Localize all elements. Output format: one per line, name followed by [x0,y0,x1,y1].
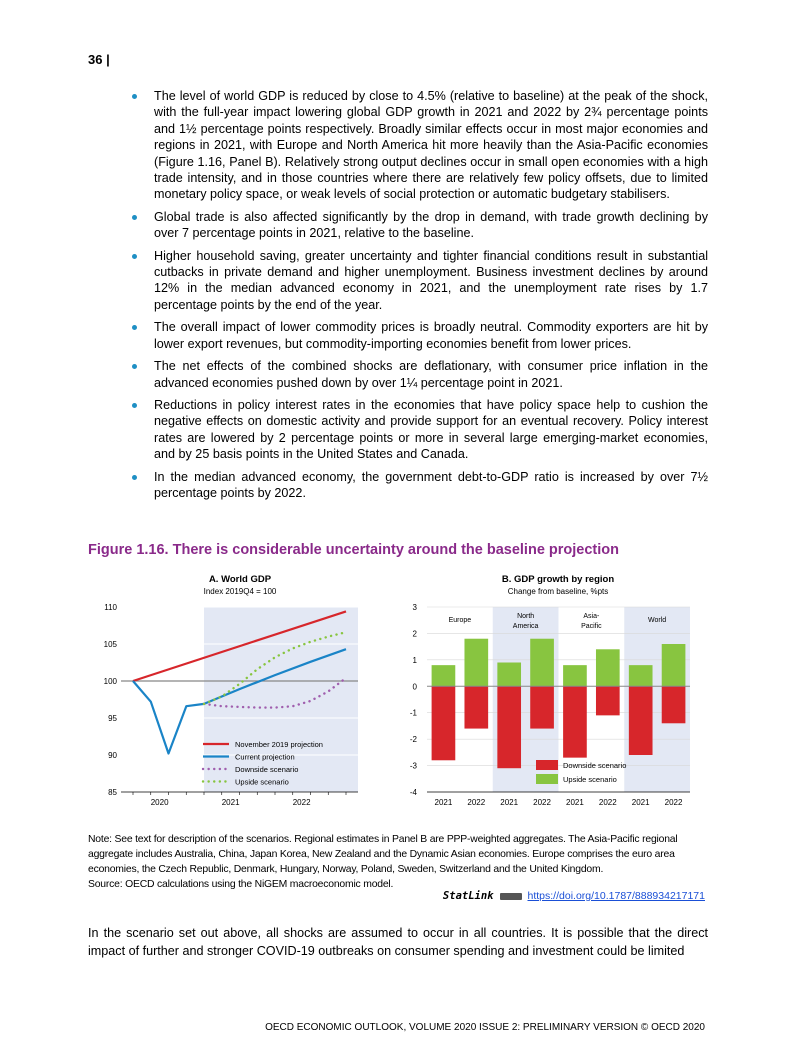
legend-label: November 2019 projection [235,740,323,749]
bullet-item [120,469,708,502]
bullet-item [120,209,708,242]
y-tick-label: -4 [409,788,417,797]
y-tick-label: 90 [108,751,117,760]
panel-b-title: B. GDP growth by region [501,574,615,585]
y-tick-label: 3 [412,603,417,612]
bullet-dot-icon [132,403,137,408]
region-label: Pacific [581,623,602,630]
region-label: World [648,617,667,624]
statlink-url-link[interactable]: https://doi.org/10.1787/888934217171 [527,890,705,902]
x-tick-label: 2022 [598,798,617,807]
y-tick-label: 1 [412,655,417,665]
x-tick-label: 2022 [664,798,683,807]
y-tick-label: 95 [108,714,117,723]
upside-bar [563,665,587,686]
note-text: Note: See text for description of the scenarios. Regional estimates in Panel B are PPP-weighted aggregates. The Asia-Pacific regional aggregate includes Australia, China, Japan Korea, New Zealand and the Dynamic Asian economies. Europe comprises the euro area economies, the Czech Republic, Denmark, Hungary, Norway, Poland, Sweden, Switzerland and the United Kingdom. [88,834,678,875]
page-footer: OECD ECONOMIC OUTLOOK, VOLUME 2020 ISSUE 2: PRELIMINARY VERSION © OECD 2020 [265,1022,705,1033]
x-tick-label: 2022 [292,798,311,807]
bullet-text: The overall impact of lower commodity prices is broadly neutral. Commodity exporters are hit by lower export revenues, but commodity-importing economies benefit from lower prices. [154,320,708,351]
panel-a-subtitle: Index 2019Q4 = 100 [203,587,277,596]
region-label: America [512,623,539,630]
bullet-text: The level of world GDP is reduced by close to 4.5% (relative to baseline) at the peak of the shock, with the full-year impact lowering global GDP growth in 2021 and 2022 by 2¾ percentage points and 1½ percentage points respectively. Broadly similar effects occur in most major economies and regions in 2021, with Europe and North America hit more heavily than the Asia-Pacific economies (Figure 1.16, Panel B). Relatively strong output declines occur in small open economies with a high trade intensity, and in those countries where there are relatively few policy offsets, due to limited monetary policy space, or weak levels of social protection or automatic budgetary stabilisers. [154,89,708,202]
upside-bar [530,639,554,687]
statlink [443,890,705,902]
panel-b-subtitle: Change from baseline, %pts [507,587,609,596]
downside-bar [662,686,686,723]
figure-title: Figure 1.16. There is considerable uncertainty around the baseline projection [88,542,619,558]
x-tick-label: 2021 [500,798,519,807]
upside-bar [432,665,456,686]
bullet-text: Higher household saving, greater uncertainty and tighter financial conditions result in substantial cutbacks in private demand and higher unemployment. Business investment declines by around 12% in the median advanced economy in 2021, and the unemployment rate rises by 1.7 percentage points by the end of the year. [154,248,708,312]
statlink-brand: StatLink [442,890,494,902]
bullet-item [120,397,708,463]
bullet-list [120,88,708,507]
legend-label: Upside scenario [563,775,617,784]
downside-bar [432,686,456,760]
legend-label: Upside scenario [235,777,289,787]
region-label: Europe [448,617,472,624]
y-tick-label: 85 [108,788,117,797]
figure-notes [88,832,708,892]
statlink-logo-icon [500,893,522,900]
upside-bar [497,663,521,687]
downside-bar [629,686,653,755]
page-number: 36 | [88,52,110,67]
bullet-item [120,88,708,203]
x-tick-label: 2022 [467,798,486,807]
bullet-text: In the median advanced economy, the government debt-to-GDP ratio is increased by over 7½ percentage points by 2022. [154,469,708,500]
y-tick-label: 0 [412,682,417,692]
x-tick-label: 2021 [221,798,240,807]
panel-a-title: A. World GDP [208,574,272,585]
region-label: Asia- [583,613,600,620]
legend-label: Current projection [235,752,295,762]
downside-bar [464,686,488,728]
panel-a-world-gdp-chart [88,570,373,810]
upside-bar [629,665,653,686]
bullet-dot-icon [132,475,137,480]
bullet-dot-icon [132,215,137,220]
y-tick-label: -3 [409,761,417,771]
legend-swatch [536,774,558,784]
upside-bar [464,639,488,687]
y-tick-label: 110 [104,603,117,612]
body-paragraph: In the scenario set out above, all shocks are assumed to occur in all countries. It is possible that the direct impact of further and stronger COVID-19 outbreaks on consumer spending and investment could be limited [88,926,708,958]
region-label: North [517,613,535,620]
bullet-text: Reductions in policy interest rates in the economies that have policy space help to cushion the negative effects on domestic activity and provide support for an eventual recovery. Policy interest rates are lowered by 2 percentage points or more in several large emerging-market economies, and by 25 basis points in the United States and Canada. [154,397,708,462]
downside-bar [497,686,521,768]
y-tick-label: -2 [409,735,417,745]
upside-bar [596,649,620,686]
downside-bar [563,686,587,757]
x-tick-label: 2021 [631,798,650,807]
x-tick-label: 2021 [434,798,453,807]
bullet-item [120,248,708,314]
upside-bar [662,644,686,686]
y-tick-label: -1 [409,708,417,718]
y-tick-label: 2 [412,629,417,639]
bullet-item [120,358,708,391]
legend-label: Downside scenario [235,765,299,774]
x-tick-label: 2022 [533,798,551,807]
bullet-dot-icon [132,254,137,259]
x-tick-label: 2021 [566,798,584,807]
bullet-text: Global trade is also affected significantly by the drop in demand, with trade growth declining by over 7 percentage points in 2021, relative to the baseline. [154,209,708,241]
panel-b-gdp-growth-chart [400,570,710,810]
x-tick-label: 2020 [150,798,169,807]
bullet-item [120,319,708,352]
downside-bar [530,686,554,728]
y-tick-label: 100 [103,677,117,686]
y-tick-label: 105 [103,640,117,649]
legend-label: Downside scenario [563,761,627,770]
bullet-dot-icon [132,364,137,369]
legend-swatch [536,760,558,770]
bullet-text: The net effects of the combined shocks are deflationary, with consumer price inflation in the advanced economies pushed down by over 1¼ percentage point in 2021. [154,359,708,390]
downside-bar [596,686,620,715]
source-text: Source: OECD calculations using the NiGEM macroeconomic model. [88,879,394,890]
bullet-dot-icon [132,325,137,330]
bullet-dot-icon [132,94,137,99]
